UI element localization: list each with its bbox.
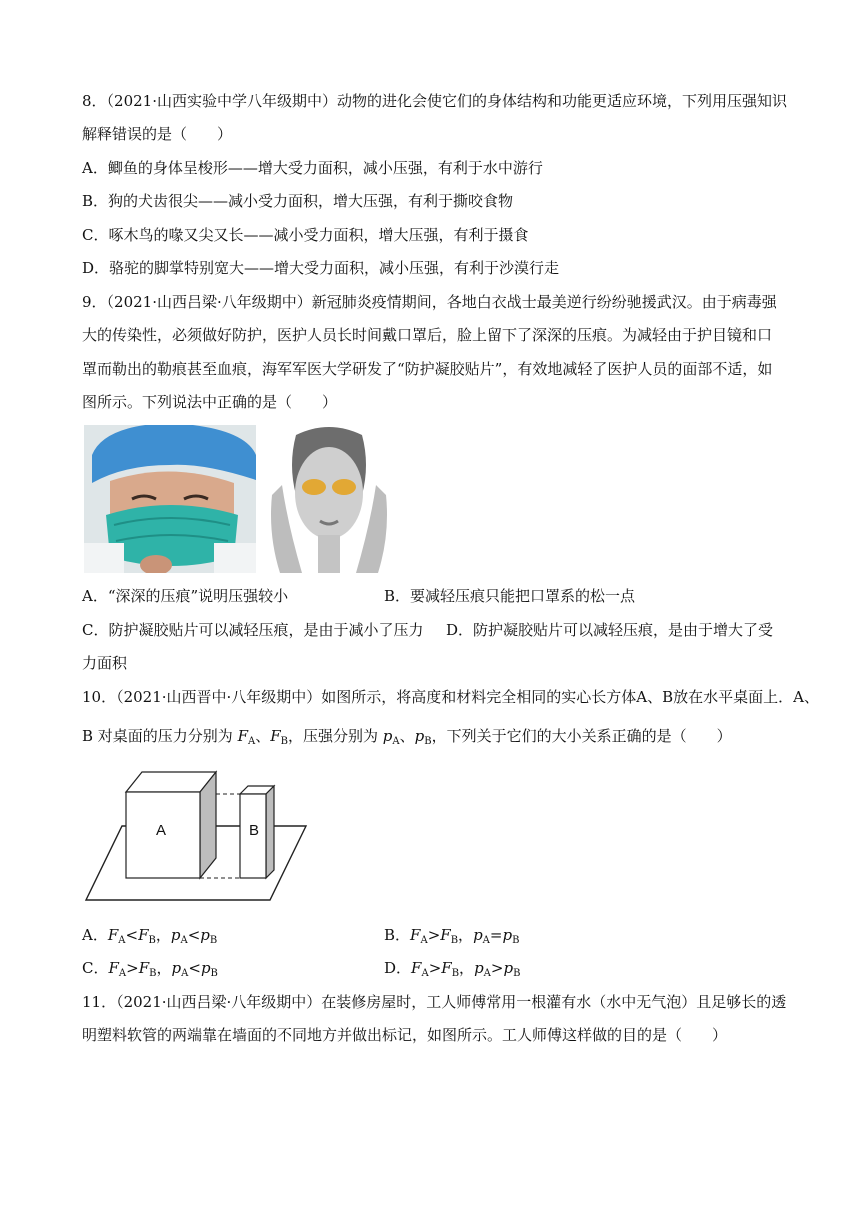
q10-stem-line1: 10．（2021·山西晋中·八年级期中）如图所示，将高度和材料完全相同的实心长方体A、B放在水平桌面上．A、 — [82, 688, 819, 706]
q9-option-c: C．防护凝胶贴片可以减轻压痕，是由于减小了压力 — [82, 621, 424, 639]
q11-stem-line1: 11．（2021·山西吕梁·八年级期中）在装修房屋时，工人师傅常用一根灌有水（水中无气泡）且足够长的透 — [82, 993, 787, 1011]
q9-option-b: B．要减轻压痕只能把口罩系的松一点 — [384, 587, 636, 605]
q11-stem-line2: 明塑料软管的两端靠在墙面的不同地方并做出标记，如图所示。工人师傅这样做的目的是（ ） — [82, 1026, 728, 1044]
q8-option-d: D．骆驼的脚掌特别宽大——增大受力面积，减小压强，有利于沙漠行走 — [82, 259, 560, 277]
q10-option-a: A．$F_A<F_B$，$p_A<p_B$ — [82, 926, 218, 946]
q9-stem-line3: 罩而勒出的勒痕甚至血痕，海军军医大学研发了“防护凝胶贴片”，有效地减轻了医护人员的面部不适，如 — [82, 360, 773, 378]
q9-stem-line1: 9．（2021·山西吕梁·八年级期中）新冠肺炎疫情期间，各地白衣战士最美逆行纷纷驰援武汉。由于病毒强 — [82, 293, 777, 311]
q10-block-diagram — [84, 770, 310, 904]
q9-option-d-line2: 力面积 — [82, 654, 128, 672]
q9-photo-nurse-mask — [84, 425, 256, 573]
q10-label-b: B — [249, 822, 260, 839]
q9-stem-line4: 图所示。下列说法中正确的是（ ） — [82, 393, 338, 411]
q8-option-b: B．狗的犬齿很尖——减小受力面积，增大压强，有利于撕咬食物 — [82, 192, 514, 210]
q8-option-a: A．鲫鱼的身体呈梭形——增大受力面积，减小压强，有利于水中游行 — [82, 159, 543, 177]
q10-option-d: D．$F_A>F_B$，$p_A>p_B$ — [384, 959, 521, 979]
q10-label-a: A — [156, 822, 167, 839]
q9-option-d-line1: D．防护凝胶贴片可以减轻压痕，是由于增大了受 — [446, 621, 774, 639]
q9-option-a: A．“深深的压痕”说明压强较小 — [82, 587, 289, 605]
q9-photo-gel-patch — [262, 425, 396, 573]
q8-stem-line2: 解释错误的是（ ） — [82, 125, 233, 143]
q8-option-c: C．啄木鸟的喙又尖又长——减小受力面积，增大压强，有利于摄食 — [82, 226, 529, 244]
q9-stem-line2: 大的传染性，必须做好防护，医护人员长时间戴口罩后，脸上留下了深深的压痕。为减轻由于护目镜和口 — [82, 326, 773, 344]
q10-option-c: C．$F_A>F_B$，$p_A<p_B$ — [82, 959, 218, 979]
q10-option-b: B．$F_A>F_B$，$p_A=p_B$ — [384, 926, 520, 946]
q8-stem-line1: 8．（2021·山西实验中学八年级期中）动物的进化会使它们的身体结构和功能更适应环境，下列用压强知识 — [82, 92, 787, 110]
q10-stem-line2: B 对桌面的压力分别为 $F_A$、$F_B$，压强分别为 $p_A$、$p_B$，下列关于它们的大小关系正确的是（ ） — [82, 727, 732, 747]
